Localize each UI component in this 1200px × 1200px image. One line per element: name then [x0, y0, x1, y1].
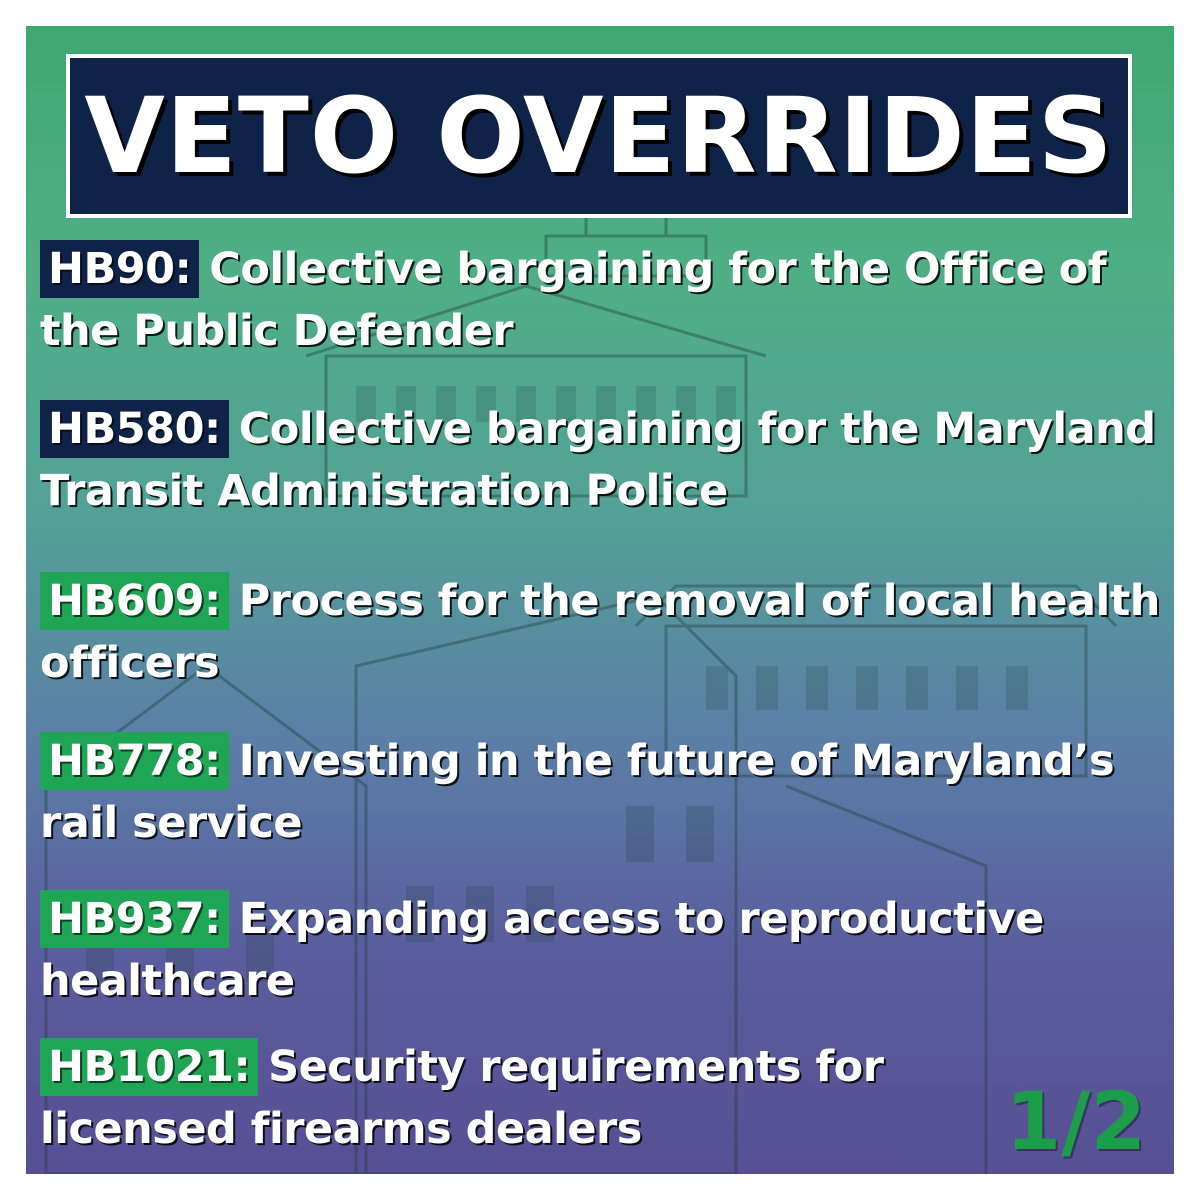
bill-item-hb90 [40, 238, 1160, 362]
bill-item-hb580 [40, 398, 1160, 522]
title-banner [66, 54, 1132, 218]
page-indicator: 1/2 [1005, 1075, 1146, 1168]
bill-id-badge: HB778: [40, 732, 229, 790]
bill-item-hb778 [40, 730, 1160, 854]
page-title: VETO OVERRIDES [84, 75, 1114, 197]
bill-id-badge: HB937: [40, 890, 229, 948]
bill-item-hb609 [40, 570, 1160, 694]
bill-description: Security requirements for licensed firearms dealers [40, 1042, 884, 1154]
bill-item-hb937 [40, 888, 1160, 1012]
bill-id-badge: HB580: [40, 400, 229, 458]
bill-description: Expanding access to reproductive healthcare [40, 894, 1044, 1006]
bill-id-badge: HB609: [40, 572, 229, 630]
bill-id-badge: HB1021: [40, 1038, 258, 1096]
bill-description: Investing in the future of Maryland’s rail service [40, 736, 1115, 848]
bill-description: Collective bargaining for the Maryland Transit Administration Police [40, 404, 1156, 516]
bill-description: Process for the removal of local health officers [40, 576, 1160, 688]
bill-id-badge: HB90: [40, 240, 199, 298]
bill-description: Collective bargaining for the Office of the Public Defender [40, 244, 1107, 356]
graphic-frame [26, 26, 1174, 1174]
bill-item-hb1021 [40, 1036, 980, 1160]
